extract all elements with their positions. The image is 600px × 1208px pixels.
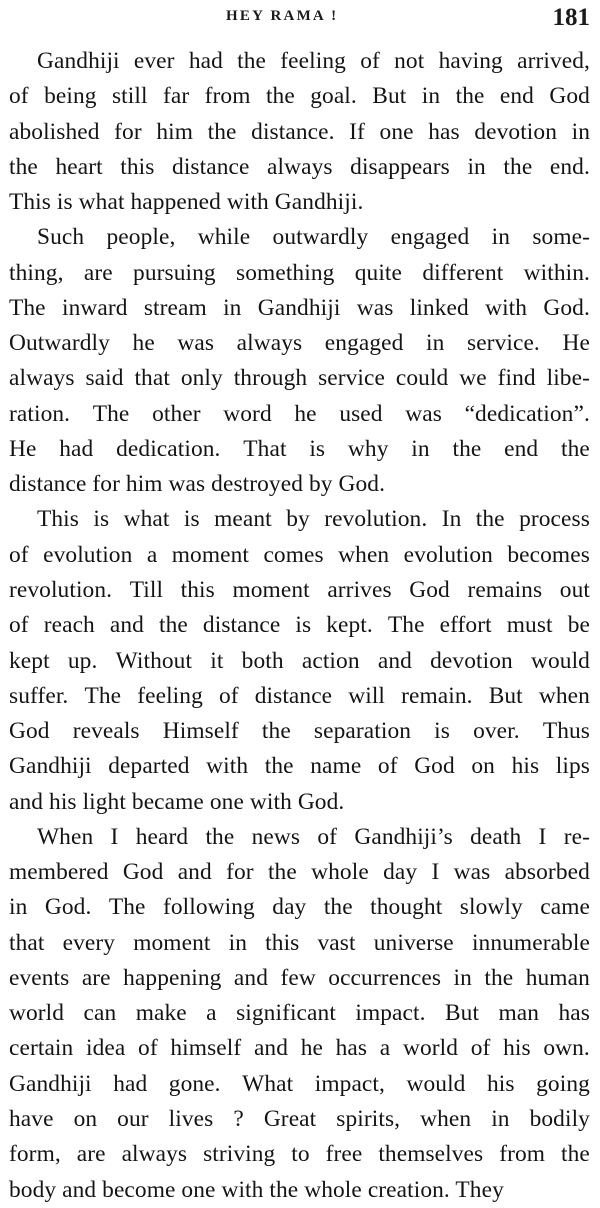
text-line: have on our lives ? Great spirits, when in bodily bbox=[9, 1105, 590, 1132]
text-line: events are happening and few occurrences in the human bbox=[9, 964, 590, 991]
paragraph bbox=[9, 44, 590, 220]
paragraph bbox=[9, 820, 590, 1208]
text-line: God reveals Himself the separation is over. Thus bbox=[9, 718, 590, 745]
text-line: in God. The following day the thought slowly came bbox=[9, 894, 590, 921]
running-title: HEY RAMA ! bbox=[226, 8, 339, 24]
text-line: body and become one with the whole creation. They bbox=[9, 1176, 504, 1203]
text-line: He had dedication. That is why in the end the bbox=[9, 435, 590, 462]
text-line: of evolution a moment comes when evolution becomes bbox=[9, 541, 590, 568]
text-line: This is what is meant by revolution. In the process bbox=[37, 506, 590, 533]
text-line: of being still far from the goal. But in the end God bbox=[9, 83, 590, 110]
text-line: ration. The other word he used was “dedication”. bbox=[9, 400, 590, 427]
text-line: Gandhiji departed with the name of God on his lips bbox=[9, 753, 590, 780]
text-line: Gandhiji had gone. What impact, would his going bbox=[9, 1070, 590, 1097]
text-line: Such people, while outwardly engaged in some- bbox=[37, 224, 590, 251]
text-line: abolished for him the distance. If one has devotion in bbox=[9, 118, 590, 145]
text-line: always said that only through service could we find libe- bbox=[9, 365, 590, 392]
text-line: of reach and the distance is kept. The effort must be bbox=[9, 612, 590, 639]
text-line: and his light became one with God. bbox=[9, 788, 345, 815]
text-line: The inward stream in Gandhiji was linked with God. bbox=[9, 294, 590, 321]
text-line: Outwardly he was always engaged in service. He bbox=[9, 330, 590, 357]
text-line: that every moment in this vast universe innumerable bbox=[9, 929, 590, 956]
text-line: certain idea of himself and he has a world of his own. bbox=[9, 1035, 590, 1062]
text-line: This is what happened with Gandhiji. bbox=[9, 189, 364, 216]
text-line: When I heard the news of Gandhiji’s death I re- bbox=[37, 823, 590, 850]
running-head bbox=[0, 4, 600, 32]
text-line: membered God and for the whole day I was absorbed bbox=[9, 859, 590, 886]
text-line: revolution. Till this moment arrives God remains out bbox=[9, 576, 590, 603]
page-number: 181 bbox=[552, 4, 590, 31]
paragraph bbox=[9, 502, 590, 819]
text-line: distance for him was destroyed by God. bbox=[9, 471, 386, 498]
text-line: form, are always striving to free themselves from the bbox=[9, 1141, 590, 1168]
body-text bbox=[9, 44, 590, 1208]
paragraph bbox=[9, 220, 590, 502]
text-line: world can make a significant impact. But man has bbox=[9, 1000, 590, 1027]
text-line: the heart this distance always disappears in the end. bbox=[9, 153, 590, 180]
text-line: suffer. The feeling of distance will remain. But when bbox=[9, 682, 590, 709]
text-line: Gandhiji ever had the feeling of not having arrived, bbox=[37, 48, 590, 74]
text-line: thing, are pursuing something quite different within. bbox=[9, 259, 590, 286]
text-line: kept up. Without it both action and devotion would bbox=[9, 647, 590, 674]
